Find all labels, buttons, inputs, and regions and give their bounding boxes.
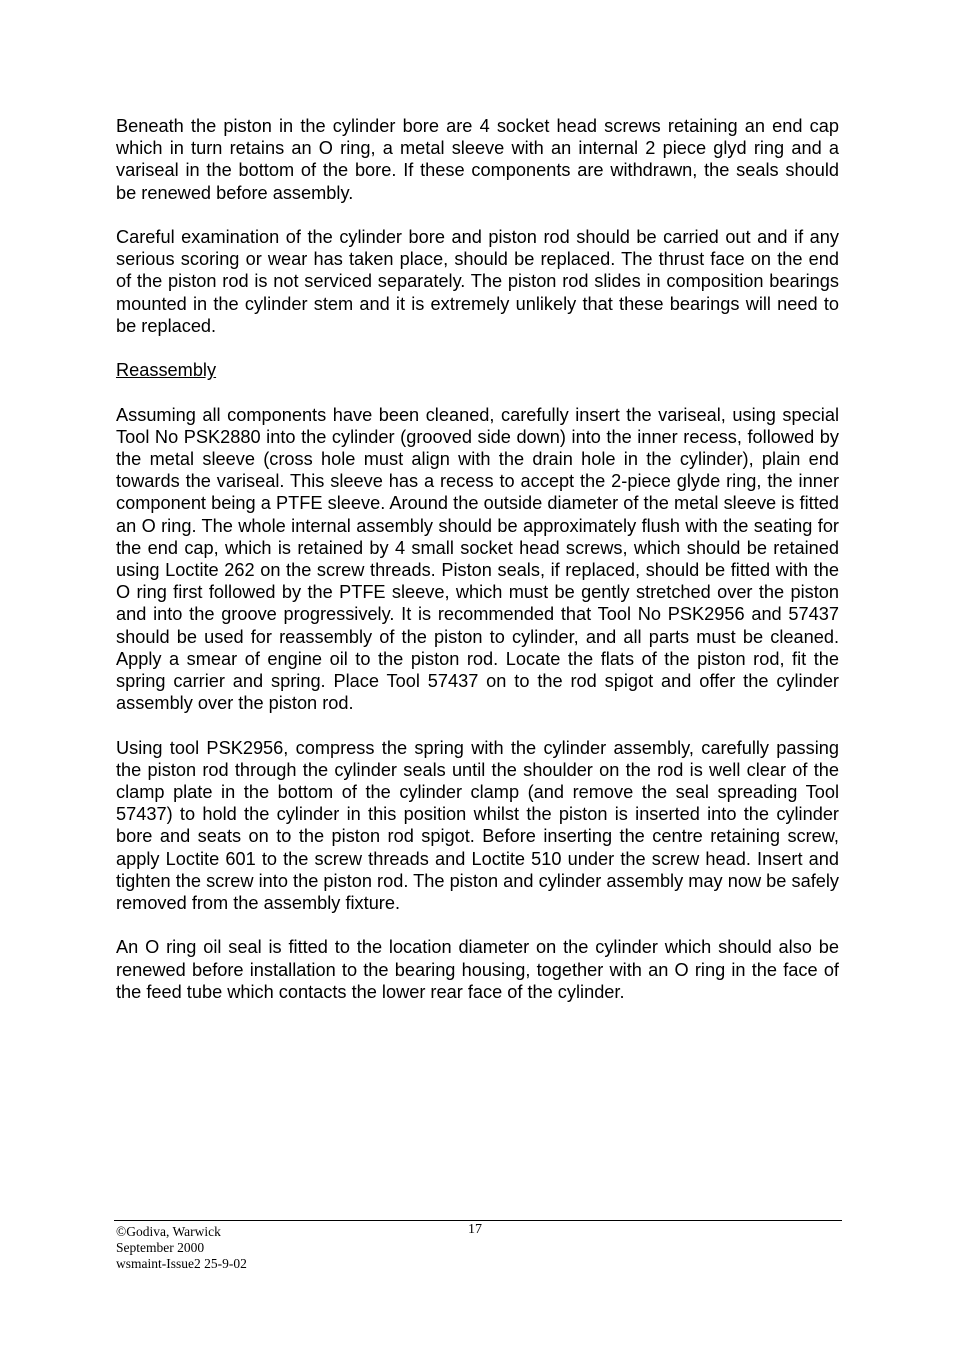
body-text [116, 115, 839, 1025]
paragraph-piston-insertion: Using tool PSK2956, compress the spring with the cylinder assembly, carefully passing the piston rod through the cylinder seals until the shoulder on the rod is well clear of the clamp plate in the bottom of the cylinder clamp (and remove the seal spreading Tool 57437) to hold the cylinder in this position whilst the piston is inserted into the cylinder bore and seats on to the piston rod spigot. Before inserting the centre retaining screw, apply Loctite 601 to the screw threads and Loctite 510 under the screw head. Insert and tighten the screw into the piston rod. The piston and cylinder assembly may now be safely removed from the assembly fixture. [116, 737, 839, 914]
paragraph-examination: Careful examination of the cylinder bore and piston rod should be carried out and if any serious scoring or wear has taken place, should be replaced. The thrust face on the end of the piston rod is not serviced separately. The piston rod slides in composition bearings mounted in the cylinder stem and it is extremely unlikely that these bearings will need to be replaced. [116, 227, 839, 336]
paragraph-reassembly-steps: Assuming all components have been cleaned, carefully insert the variseal, using special Tool No PSK2880 into the cylinder (grooved side down) into the inner recess, followed by the metal sleeve (cross hole must align with the drain hole in the cylinder), plain end towards the variseal. This sleeve has a recess to accept the 2-piece glyde ring, the inner component being a PTFE sleeve. Around the outside diameter of the metal sleeve is fitted an O ring. The whole internal assembly should be approximately flush with the seating for the end cap, which is retained by 4 small socket head screws, which should be retained using Loctite 262 on the screw threads. Piston seals, if replaced, should be fitted with the O ring first followed by the PTFE sleeve, which must be gently stretched over the piston and into the groove progressively. It is recommended that Tool No PSK2956 and 57437 should be used for reassembly of the piston to cylinder, and all parts must be cleaned. Apply a smear of engine oil to the piston rod. Locate the flats of the piston rod, fit the spring carrier and spring. Place Tool 57437 on to the rod spigot and offer the cylinder assembly over the piston rod. [116, 404, 839, 714]
footer-info [116, 1224, 247, 1273]
paragraph-end-cap: Beneath the piston in the cylinder bore are 4 socket head screws retaining an end cap which in turn retains an O ring, a metal sleeve with an internal 2 piece glyd ring and a variseal in the bottom of the bore. If these components are withdrawn, the seals should be renewed before assembly. [116, 116, 839, 203]
footer-date: September 2000 [116, 1240, 205, 1256]
section-heading-reassembly: Reassembly [116, 360, 217, 381]
footer-doc-ref: wsmaint-Issue2 25-9-02 [116, 1256, 247, 1272]
footer-copyright: ©Godiva, Warwick [116, 1224, 221, 1239]
paragraph-oil-seal: An O ring oil seal is fitted to the location diameter on the cylinder which should also be renewed before installation to the bearing housing, together with an O ring in the face of the feed tube which contacts the lower rear face of the cylinder. [116, 937, 839, 1002]
page-number: 17 [468, 1222, 482, 1237]
